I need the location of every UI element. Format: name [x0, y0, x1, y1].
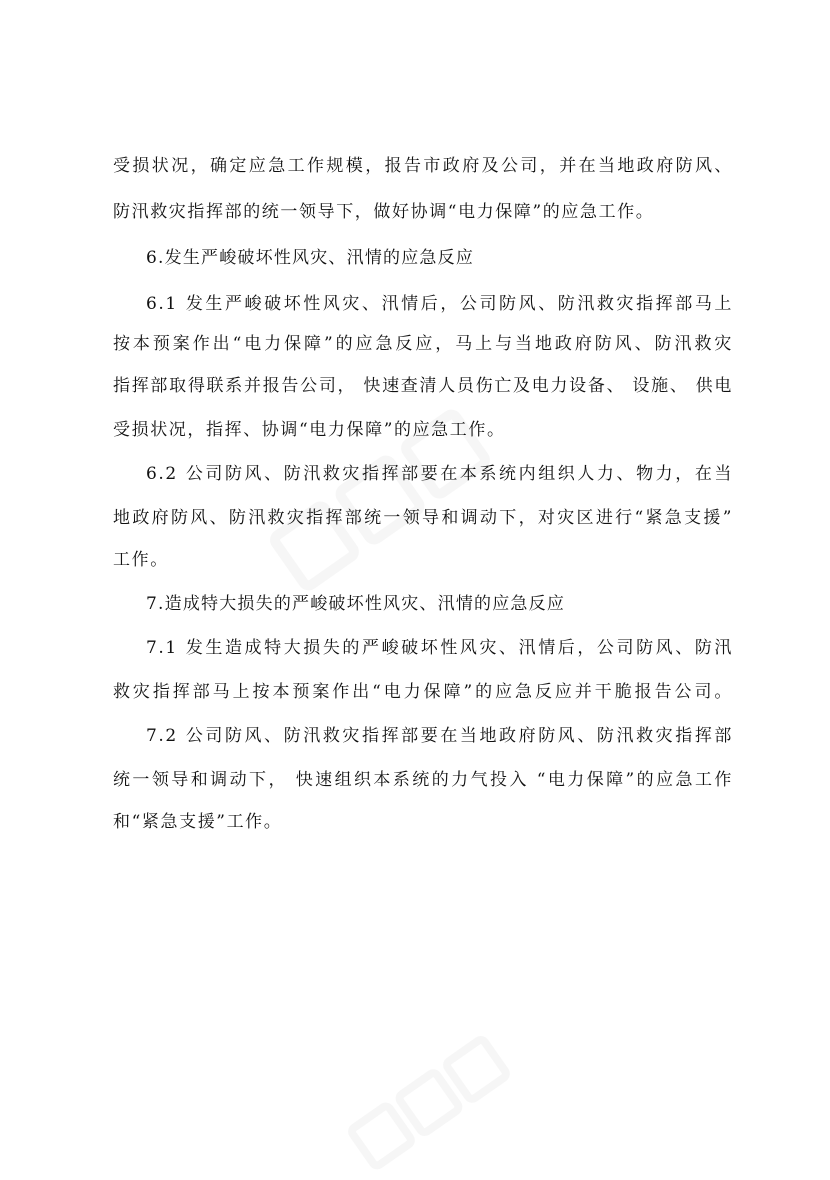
paragraph-line: 7.2 公司防风、防汛救灾指挥部要在当地政府防风、防汛救灾指挥部	[146, 726, 733, 746]
paragraph-line: 受损状况，确定应急工作规模，报告市政府及公司，并在当地政府防风、	[113, 156, 733, 176]
section-heading-7: 7.造成特大损失的严峻破坏性风灾、汛情的应急反应	[146, 594, 566, 614]
paragraph-line: 指挥部取得联系并报告公司， 快速查清人员伤亡及电力设备、 设施、 供电	[113, 376, 733, 396]
paragraph-line: 按本预案作出“电力保障”的应急反应，马上与当地政府防风、防汛救灾	[113, 334, 733, 354]
section-heading-6: 6.发生严峻破坏性风灾、汛情的应急反应	[146, 248, 475, 268]
paragraph-line: 6.1 发生严峻破坏性风灾、汛情后，公司防风、防汛救灾指挥部马上	[146, 294, 733, 314]
paragraph-line: 受损状况，指挥、协调“电力保障”的应急工作。	[113, 420, 506, 440]
paragraph-line: 地政府防风、防汛救灾指挥部统一领导和调动下，对灾区进行“紧急支援”	[113, 508, 733, 528]
paragraph-line: 和“紧急支援”工作。	[113, 812, 283, 832]
paragraph-line: 7.1 发生造成特大损失的严峻破坏性风灾、汛情后，公司防风、防汛	[146, 638, 733, 658]
paragraph-line: 救灾指挥部马上按本预案作出“电力保障”的应急反应并干脆报告公司。	[113, 682, 733, 702]
paragraph-line: 工作。	[113, 550, 169, 570]
paragraph-line: 防汛救灾指挥部的统一领导下，做好协调“电力保障”的应急工作。	[113, 202, 655, 222]
paragraph-line: 统一领导和调动下， 快速组织本系统的力气投入 “电力保障”的应急工作	[113, 770, 733, 790]
paragraph-line: 6.2 公司防风、防汛救灾指挥部要在本系统内组织人力、物力，在当	[146, 464, 733, 484]
watermark-icon	[330, 1030, 530, 1180]
